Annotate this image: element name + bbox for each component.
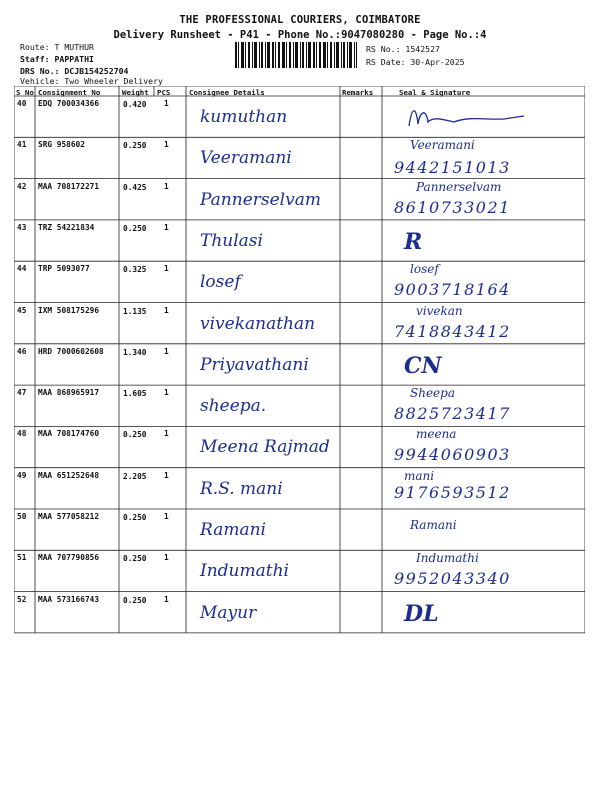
row-signature: Pannerselvam bbox=[416, 179, 502, 194]
row-weight: 0.325 bbox=[123, 265, 147, 275]
row-consignment: MAA 708174760 bbox=[38, 429, 100, 439]
row-sno: 41 bbox=[17, 140, 27, 150]
row-signature: CN bbox=[404, 352, 442, 379]
row-weight: 0.425 bbox=[123, 182, 147, 192]
header-consignment: Consignment No bbox=[38, 88, 101, 97]
rs-number: RS No.: 1542527 bbox=[366, 44, 440, 54]
table-row bbox=[14, 468, 585, 509]
row-consignee-handwritten: Thulasi bbox=[200, 230, 263, 251]
row-consignment: MAA 573166743 bbox=[38, 594, 100, 604]
row-pcs: 1 bbox=[164, 181, 169, 191]
barcode-image bbox=[235, 42, 357, 68]
row-phone-handwritten: 9442151013 bbox=[394, 158, 511, 178]
table-row bbox=[14, 426, 585, 467]
row-signature: vivekan bbox=[416, 303, 463, 318]
row-consignment: HRD 7000602608 bbox=[38, 346, 104, 356]
row-signature: mani bbox=[404, 468, 435, 483]
row-signature: meena bbox=[416, 427, 457, 442]
row-consignee-handwritten: Pannerselvam bbox=[200, 189, 321, 210]
row-weight: 0.250 bbox=[123, 141, 147, 151]
table-row bbox=[14, 509, 585, 550]
row-consignment: SRG 958602 bbox=[38, 140, 85, 150]
company-title: THE PROFESSIONAL COURIERS, COIMBATORE bbox=[179, 14, 421, 26]
table-row bbox=[14, 137, 585, 178]
row-pcs: 1 bbox=[164, 264, 169, 274]
table-row bbox=[14, 220, 585, 261]
row-consignee-handwritten: kumuthan bbox=[200, 107, 288, 127]
row-weight: 0.420 bbox=[123, 100, 147, 109]
row-sno: 47 bbox=[17, 388, 27, 398]
row-phone-handwritten: 8610733021 bbox=[394, 197, 511, 217]
row-consignment: IXM 508175296 bbox=[38, 305, 100, 315]
row-sno: 48 bbox=[17, 429, 27, 439]
row-weight: 0.250 bbox=[123, 554, 147, 564]
row-consignee-handwritten: Ramani bbox=[200, 520, 266, 540]
header-sno: S No bbox=[16, 88, 34, 97]
row-sno: 49 bbox=[17, 470, 27, 480]
row-weight: 0.250 bbox=[123, 223, 147, 233]
row-phone-handwritten: 9176593512 bbox=[394, 482, 511, 502]
row-consignee-handwritten: vivekanathan bbox=[200, 313, 316, 334]
row-consignee-handwritten: Priyavathani bbox=[200, 354, 309, 375]
row-consignment: EDQ 700034366 bbox=[38, 99, 100, 108]
row-consignment: MAA 707790856 bbox=[38, 553, 100, 563]
table-row bbox=[14, 550, 585, 591]
route-label: Route: T MUTHUR bbox=[20, 42, 94, 52]
row-signature: R bbox=[404, 228, 423, 255]
header-pcs: PCS bbox=[157, 88, 171, 97]
row-phone-handwritten: 9944060903 bbox=[394, 445, 511, 465]
row-consignment: TRZ 54221834 bbox=[38, 222, 95, 232]
rs-date: RS Date: 30-Apr-2025 bbox=[366, 57, 465, 67]
table-row bbox=[14, 303, 585, 344]
row-pcs: 1 bbox=[164, 305, 169, 315]
row-consignee-handwritten: Indumathi bbox=[200, 561, 289, 582]
row-signature: Ramani bbox=[410, 518, 457, 532]
row-phone-handwritten: 9952043340 bbox=[394, 569, 511, 589]
table-row bbox=[14, 385, 585, 426]
row-weight: 0.250 bbox=[123, 513, 147, 522]
header-remarks: Remarks bbox=[342, 88, 374, 97]
row-consignment: MAA 708172271 bbox=[38, 181, 100, 191]
row-consignee-handwritten: R.S. mani bbox=[200, 478, 283, 499]
row-sno: 42 bbox=[17, 181, 27, 191]
staff-label: Staff: PAPPATHI bbox=[20, 54, 94, 64]
row-consignment: MAA 651252648 bbox=[38, 470, 100, 480]
row-consignee-handwritten: Meena Rajmad bbox=[200, 437, 330, 458]
row-sno: 44 bbox=[17, 264, 27, 274]
row-weight: 1.135 bbox=[123, 306, 147, 316]
row-weight: 1.605 bbox=[123, 389, 147, 399]
row-pcs: 1 bbox=[164, 222, 169, 232]
row-weight: 0.250 bbox=[123, 595, 147, 605]
row-pcs: 1 bbox=[164, 512, 169, 521]
row-signature: losef bbox=[410, 262, 439, 277]
row-phone-handwritten: 7418843412 bbox=[394, 321, 511, 341]
header-seal: Seal & Signature bbox=[399, 88, 471, 97]
row-pcs: 1 bbox=[164, 553, 169, 563]
row-signature: Sheepa bbox=[410, 386, 455, 401]
row-pcs: 1 bbox=[164, 429, 169, 439]
row-pcs: 1 bbox=[164, 388, 169, 398]
table-row bbox=[14, 179, 585, 220]
row-pcs: 1 bbox=[164, 346, 169, 356]
runsheet-table bbox=[14, 86, 585, 636]
header-weight: Weight bbox=[122, 88, 149, 97]
row-weight: 1.340 bbox=[123, 347, 147, 357]
row-pcs: 1 bbox=[164, 470, 169, 480]
row-weight: 0.250 bbox=[123, 430, 147, 440]
row-sno: 50 bbox=[17, 512, 27, 521]
table-row bbox=[14, 261, 585, 302]
table-row bbox=[14, 592, 585, 633]
row-sno: 40 bbox=[17, 99, 27, 108]
row-sno: 43 bbox=[17, 222, 27, 232]
row-consignee-handwritten: Veeramani bbox=[200, 148, 292, 169]
row-consignee-handwritten: sheepa. bbox=[200, 396, 267, 417]
row-consignee-handwritten: losef bbox=[200, 272, 241, 293]
drs-number: DRS No.: DCJB154252704 bbox=[20, 66, 129, 76]
row-consignment: MAA 868965917 bbox=[38, 388, 100, 398]
row-weight: 2.205 bbox=[123, 471, 147, 481]
row-consignment: MAA 577058212 bbox=[38, 512, 100, 521]
row-sno: 52 bbox=[17, 594, 27, 604]
table-row bbox=[14, 96, 585, 137]
row-consignment: TRP 5093077 bbox=[38, 264, 90, 274]
table-row bbox=[14, 344, 585, 385]
row-pcs: 1 bbox=[164, 594, 169, 604]
row-sno: 45 bbox=[17, 305, 27, 315]
row-signature: Veeramani bbox=[410, 138, 475, 153]
row-signature: Indumathi bbox=[416, 551, 479, 566]
row-phone-handwritten: 9003718164 bbox=[394, 280, 511, 300]
row-phone-handwritten: 8825723417 bbox=[394, 404, 511, 424]
row-signature: DL bbox=[404, 600, 439, 627]
row-sno: 51 bbox=[17, 553, 27, 563]
row-pcs: 1 bbox=[164, 140, 169, 150]
row-consignee-handwritten: Mayur bbox=[200, 602, 257, 623]
vehicle-label: Vehicle: Two Wheeler Delivery bbox=[20, 76, 163, 86]
header-consignee: Consignee Details bbox=[189, 88, 265, 97]
runsheet-subtitle: Delivery Runsheet - P41 - Phone No.:9047080280 - Page No.:4 bbox=[113, 29, 487, 41]
row-pcs: 1 bbox=[164, 99, 169, 108]
row-sno: 46 bbox=[17, 346, 27, 356]
